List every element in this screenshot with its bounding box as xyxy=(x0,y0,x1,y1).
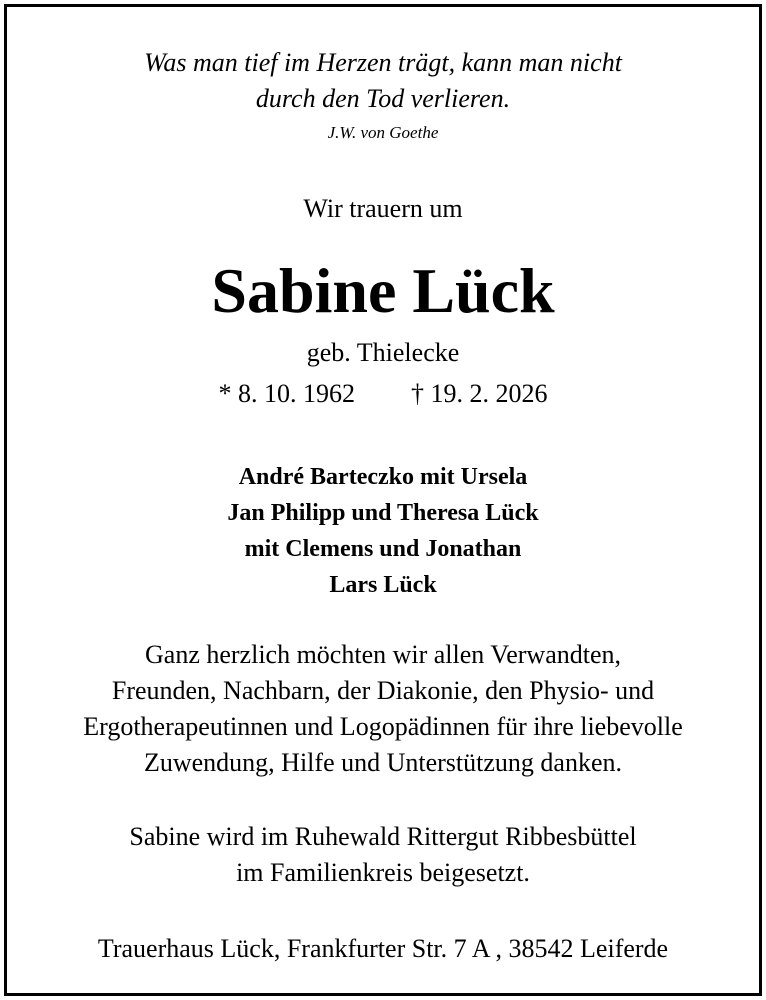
birth-name: geb. Thielecke xyxy=(306,338,460,367)
thanks-line: Ganz herzlich möchten wir allen Verwandten, xyxy=(145,640,621,669)
quote-line-1: Was man tief im Herzen trägt, kann man nicht xyxy=(144,48,622,77)
life-dates xyxy=(7,377,759,411)
mourners-list xyxy=(7,459,759,603)
quote-line-2: durch den Tod verlieren. xyxy=(255,84,511,113)
thanks-line: Zuwendung, Hilfe und Unterstützung danken. xyxy=(143,748,622,777)
obituary-notice xyxy=(4,4,762,996)
thanks-line: Ergotherapeutinnen und Logopädinnen für ihre liebevolle xyxy=(83,712,683,741)
mourner-line: André Barteczko mit Ursela xyxy=(238,464,528,490)
birth-date: * 8. 10. 1962 xyxy=(218,379,355,408)
thanks-paragraph xyxy=(7,637,759,781)
mourner-line: Lars Lück xyxy=(329,572,437,598)
mourning-house-address: Trauerhaus Lück, Frankfurter Str. 7 A , 38542 Leiferde xyxy=(97,934,669,963)
quote-author: J.W. von Goethe xyxy=(327,123,439,142)
deceased-name: Sabine Lück xyxy=(211,255,555,326)
thanks-line: Freunden, Nachbarn, der Diakonie, den Physio- und xyxy=(111,676,655,705)
burial-line: Sabine wird im Ruhewald Rittergut Ribbesbüttel xyxy=(129,822,637,851)
mourning-intro: Wir trauern um xyxy=(303,194,463,223)
mourner-line: Jan Philipp und Theresa Lück xyxy=(227,500,539,526)
burial-line: im Familienkreis beigesetzt. xyxy=(236,858,530,887)
burial-notice xyxy=(7,819,759,891)
death-date: † 19. 2. 2026 xyxy=(411,379,548,408)
goethe-quote xyxy=(7,45,759,117)
mourner-line: mit Clemens und Jonathan xyxy=(244,536,522,562)
